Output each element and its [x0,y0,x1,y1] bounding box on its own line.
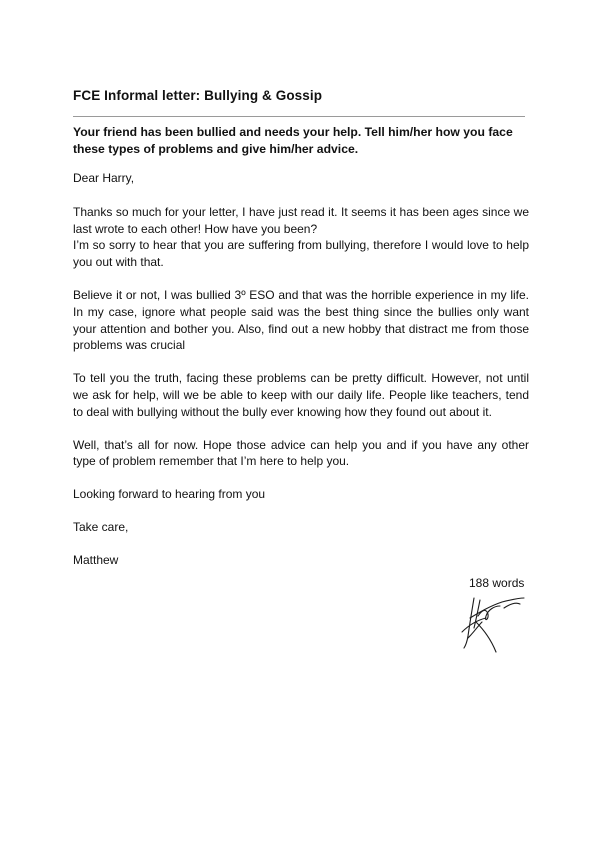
paragraph-1-line-1: Thanks so much for your letter, I have just read it. It seems it has been ages since we last wrote to each other! How have you been? [73,204,529,236]
signoff-name: Matthew [73,552,119,567]
word-count: 188 words [469,576,525,590]
closing-line: Looking forward to hearing from you [73,487,266,502]
handwritten-signature-icon [456,592,528,654]
letter-greeting: Dear Harry, [73,171,135,185]
page-title: FCE Informal letter: Bullying & Gossip [73,88,323,103]
paragraph-1-line-2: I’m so sorry to hear that you are suffering from bullying, therefore I would love to help you out with that. [73,238,529,270]
paragraph-2: Believe it or not, I was bullied 3º ESO and that was the horrible experience in my life. In my case, ignore what people said was the best thing since the bullies only want your attention and bother you. Also, find out a new hobby that distract me from those problems was crucial [73,287,529,353]
paragraph-3: To tell you the truth, facing these problems can be pretty difficult. However, not until we ask for help, will we be able to keep with our daily life. People like teachers, tend to deal with bullying without the bully ever knowing how they found out about it. [73,371,529,419]
title-divider [73,116,525,117]
task-instructions: Your friend has been bullied and needs your help. Tell him/her how you face these types of problems and give him/her advice. [73,125,513,156]
paragraph-4: Well, that’s all for now. Hope those advice can help you and if you have any other type of problem remember that I’m here to help you. [73,437,529,469]
take-care-line: Take care, [73,519,129,534]
letter-body [73,170,529,569]
